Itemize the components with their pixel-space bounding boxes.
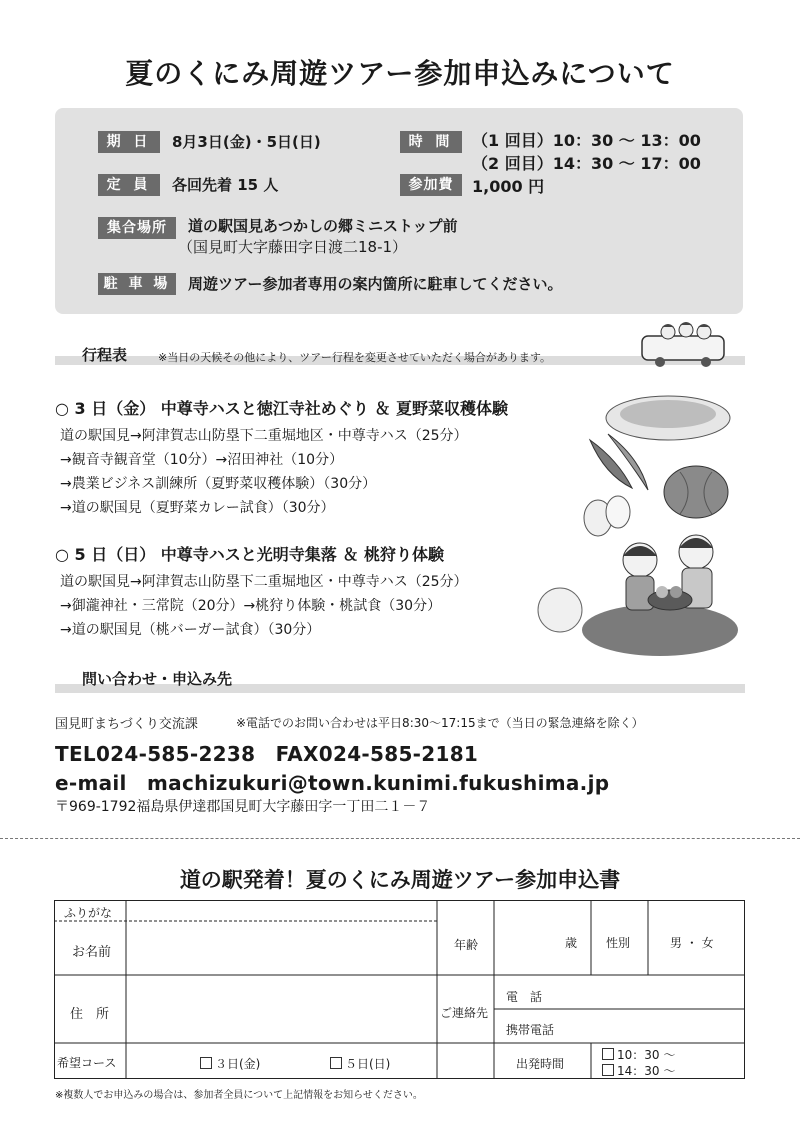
capacity-tag: 定 員 <box>98 174 160 196</box>
day1-route-2: →観音寺観音堂（10分）→沼田神社（10分） <box>60 452 344 468</box>
summer-vegetables-illustration <box>560 380 740 540</box>
name-input[interactable] <box>128 922 436 974</box>
time-line-1: （1 回目）10：30 ～ 13：00 <box>472 131 701 150</box>
day1-route-4: →道の駅国見（夏野菜カレー試食）（30分） <box>60 500 335 516</box>
checkbox-icon <box>330 1057 342 1069</box>
day2-route-1: 道の駅国見→阿津賀志山防塁下二重堀地区・中尊寺ハス（25分） <box>60 574 468 590</box>
form-footnote: ※複数人でお申込みの場合は、参加者全員について上記情報をお知らせください。 <box>55 1090 423 1101</box>
furigana-input[interactable] <box>128 902 436 920</box>
contact-email: e-mail machizukuri@town.kunimi.fukushima.jp <box>55 771 610 795</box>
capacity-value: 各回先着 15 人 <box>172 176 279 194</box>
gender-options[interactable]: 男 ・ 女 <box>670 936 714 950</box>
page-title: 夏のくにみ周遊ツアー参加申込みについて <box>125 57 675 90</box>
day2-route-3: →道の駅国見（桃バーガー試食）（30分） <box>60 622 321 638</box>
parking-value: 周遊ツアー参加者専用の案内箇所に駐車してください。 <box>188 275 563 293</box>
form-contact-label: ご連絡先 <box>440 1006 489 1020</box>
contact-address: 〒969-1792福島県伊達郡国見町大字藤田字一丁田二１－７ <box>55 799 431 815</box>
phone-input[interactable] <box>560 978 742 1008</box>
form-phone-label: 電 話 <box>506 990 543 1004</box>
day1-route-1: 道の駅国見→阿津賀志山防塁下二重堀地区・中尊寺ハス（25分） <box>60 428 468 444</box>
course-option-3rd[interactable] <box>200 1055 260 1072</box>
checkbox-icon <box>602 1064 614 1076</box>
tour-bus-illustration <box>636 318 736 368</box>
departure-option-1430-label: 14：30 ～ <box>617 1064 676 1078</box>
departure-option-1030-label: 10：30 ～ <box>617 1048 676 1062</box>
fee-tag: 参加費 <box>400 174 462 196</box>
checkbox-icon <box>200 1057 212 1069</box>
checkbox-icon <box>602 1048 614 1060</box>
date-tag: 期 日 <box>98 131 160 153</box>
form-age-unit: 歳 <box>565 936 578 950</box>
time-line-2: （2 回目）14：30 ～ 17：00 <box>472 154 701 173</box>
mobile-input[interactable] <box>560 1012 742 1040</box>
age-input[interactable] <box>496 902 588 974</box>
departure-option-1030[interactable] <box>602 1046 675 1063</box>
parking-tag: 駐 車 場 <box>98 273 176 295</box>
itinerary-heading: 行程表 <box>82 346 128 364</box>
form-name-label: お名前 <box>72 945 112 960</box>
day1-route-3: →農業ビジネス訓練所（夏野菜収穫体験）（30分） <box>60 476 377 492</box>
course-option-5th[interactable] <box>330 1055 390 1072</box>
contact-heading: 問い合わせ・申込み先 <box>82 670 233 688</box>
departure-option-1430[interactable] <box>602 1062 675 1079</box>
meeting-line-1: 道の駅国見あつかしの郷ミニストップ前 <box>188 217 458 235</box>
course-option-5th-label: ５日(日) <box>345 1057 391 1071</box>
meeting-tag: 集合場所 <box>98 217 176 239</box>
form-mobile-label: 携帯電話 <box>506 1023 555 1037</box>
form-furigana-label: ふりがな <box>64 906 113 920</box>
fee-value: 1,000 円 <box>472 177 545 196</box>
itinerary-note: ※当日の天候その他により、ツアー行程を変更させていただく場合があります。 <box>158 351 552 364</box>
day2-route-2: →御瀧神社・三常院（20分）→桃狩り体験・桃試食（30分） <box>60 598 442 614</box>
day1-title: ○ 3 日（金） 中尊寺ハスと徳江寺社めぐり ＆ 夏野菜収穫体験 <box>55 399 508 418</box>
time-tag: 時 間 <box>400 131 462 153</box>
meeting-line-2: （国見町大字藤田字日渡二18-1） <box>178 238 408 256</box>
form-course-label: 希望コース <box>57 1056 117 1070</box>
course-option-3rd-label: ３日(金) <box>215 1057 261 1071</box>
contact-office: 国見町まちづくり交流課 <box>55 717 198 732</box>
date-value: 8月3日(金)・5日(日) <box>172 133 321 151</box>
form-age-label: 年齢 <box>454 938 479 952</box>
day2-title: ○ 5 日（日） 中尊寺ハスと光明寺集落 ＆ 桃狩り体験 <box>55 545 444 564</box>
peach-picking-kids-illustration <box>520 530 740 660</box>
form-address-label: 住 所 <box>70 1007 110 1022</box>
contact-tel-fax: TEL024-585-2238 FAX024-585-2181 <box>55 742 479 766</box>
cut-line <box>0 838 800 839</box>
contact-office-note: ※電話でのお問い合わせは平日8:30～17:15まで（当日の緊急連絡を除く） <box>236 716 644 730</box>
address-input[interactable] <box>128 977 436 1041</box>
form-departure-label: 出発時間 <box>516 1057 565 1071</box>
form-gender-label: 性別 <box>606 936 631 950</box>
form-title: 道の駅発着！夏のくにみ周遊ツアー参加申込書 <box>179 868 621 892</box>
